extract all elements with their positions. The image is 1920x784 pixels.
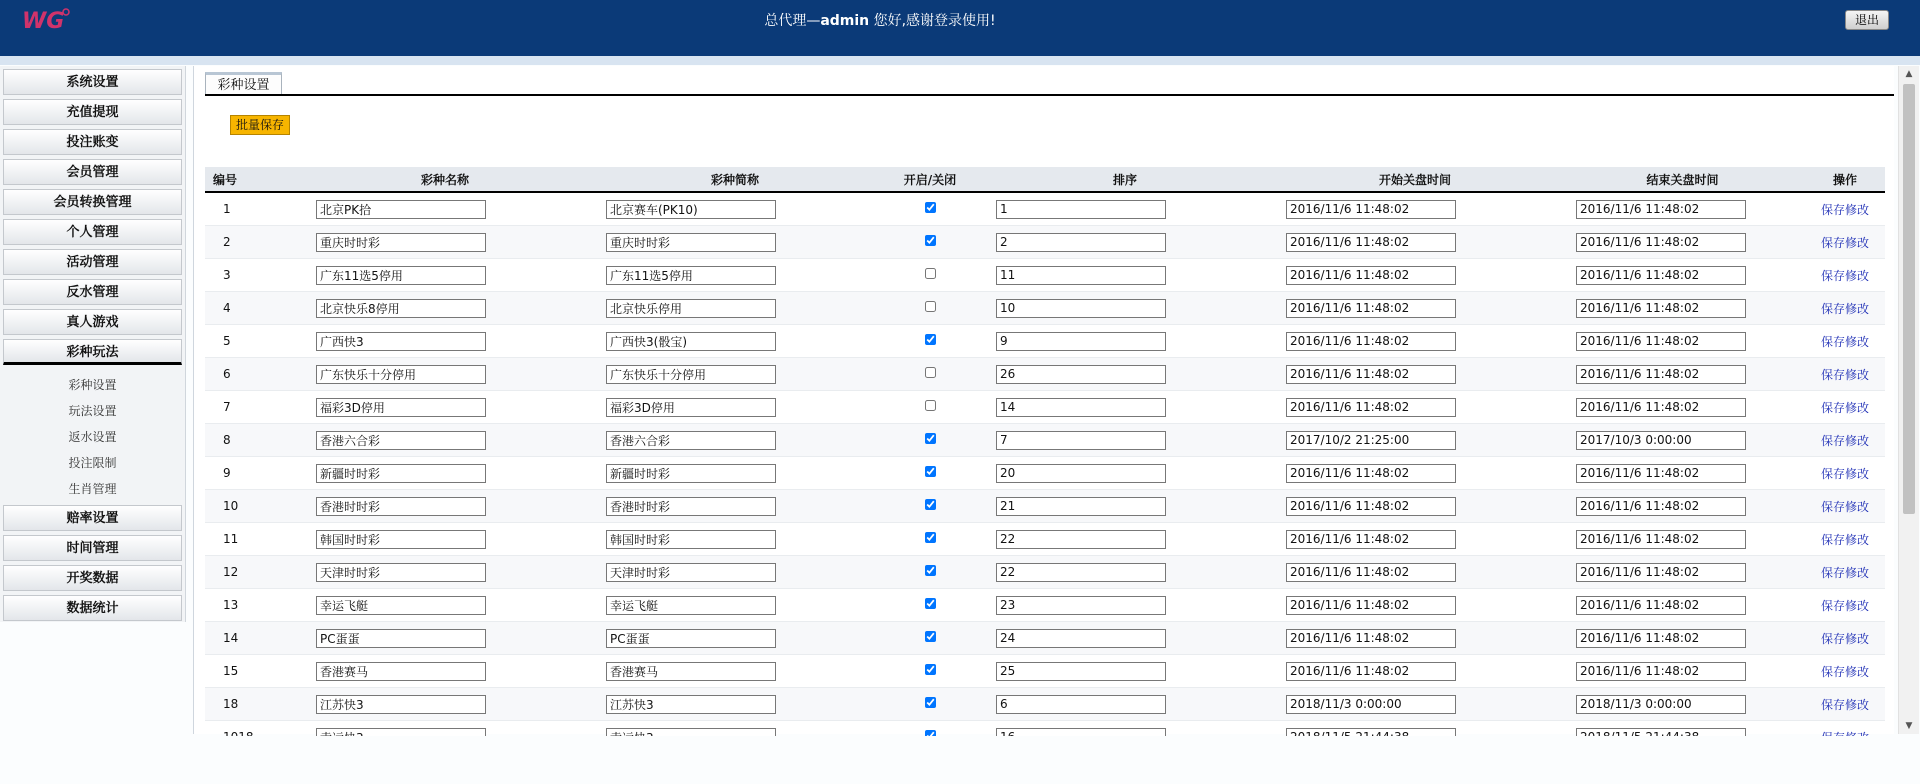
table-cell <box>300 688 590 721</box>
lottery-name-input[interactable] <box>316 398 486 417</box>
save-changes-link[interactable]: 保存修改 <box>1805 457 1885 490</box>
sort-order-input[interactable] <box>996 431 1166 450</box>
table-cell <box>300 523 590 556</box>
row-id: 18 <box>205 688 300 721</box>
lottery-table <box>205 167 1885 754</box>
save-changes-link[interactable]: 保存修改 <box>1805 523 1885 556</box>
row-id: 7 <box>205 391 300 424</box>
sidebar-item[interactable]: 活动管理 <box>3 249 182 275</box>
table-row <box>205 457 1885 490</box>
column-header: 编号 <box>205 167 300 192</box>
save-changes-link[interactable]: 保存修改 <box>1805 490 1885 523</box>
save-changes-link[interactable]: 保存修改 <box>1805 424 1885 457</box>
sort-order-input[interactable] <box>996 629 1166 648</box>
table-cell <box>1560 325 1805 358</box>
sidebar-item[interactable]: 数据统计 <box>3 595 182 621</box>
table-cell <box>980 325 1270 358</box>
sort-order-input[interactable] <box>996 233 1166 252</box>
table-cell <box>980 358 1270 391</box>
end-close-time-input[interactable] <box>1576 299 1746 318</box>
lottery-name-input[interactable] <box>316 332 486 351</box>
save-changes-link[interactable]: 保存修改 <box>1805 292 1885 325</box>
table-header-row <box>205 167 1885 192</box>
end-close-time-input[interactable] <box>1576 233 1746 252</box>
table-cell <box>1560 622 1805 655</box>
start-close-time-input[interactable] <box>1286 596 1456 615</box>
table-cell <box>880 292 980 325</box>
enable-checkbox[interactable] <box>925 367 936 378</box>
table-cell <box>1270 192 1560 226</box>
table-cell <box>1560 358 1805 391</box>
sidebar-item[interactable]: 彩种玩法 <box>3 339 182 365</box>
start-close-time-input[interactable] <box>1286 629 1456 648</box>
column-header: 结束关盘时间 <box>1560 167 1805 192</box>
lottery-name-input[interactable] <box>316 563 486 582</box>
table-cell <box>880 391 980 424</box>
welcome-username: admin <box>820 13 870 29</box>
sidebar-item[interactable]: 系统设置 <box>3 69 182 95</box>
table-row <box>205 622 1885 655</box>
table-row <box>205 523 1885 556</box>
table-cell <box>590 490 880 523</box>
welcome-prefix: 总代理— <box>764 13 821 29</box>
sidebar <box>0 66 186 622</box>
tab-lottery-settings[interactable]: 彩种设置 <box>205 72 282 96</box>
table-cell <box>590 358 880 391</box>
enable-checkbox[interactable] <box>925 268 936 279</box>
lottery-short-name-input[interactable] <box>606 629 776 648</box>
table-cell <box>980 424 1270 457</box>
enable-checkbox[interactable] <box>925 598 936 609</box>
column-header: 开始关盘时间 <box>1270 167 1560 192</box>
lottery-short-name-input[interactable] <box>606 530 776 549</box>
table-cell <box>300 292 590 325</box>
table-cell <box>590 457 880 490</box>
table-cell <box>1270 259 1560 292</box>
sidebar-item[interactable]: 投注账变 <box>3 129 182 155</box>
sidebar-item[interactable]: 个人管理 <box>3 219 182 245</box>
sort-order-input[interactable] <box>996 695 1166 714</box>
column-header: 排序 <box>980 167 1270 192</box>
sidebar-subitem[interactable]: 返水设置 <box>68 430 117 444</box>
save-changes-link[interactable]: 保存修改 <box>1805 688 1885 721</box>
table-cell <box>590 523 880 556</box>
scroll-up-arrow-icon[interactable]: ▲ <box>1905 69 1913 79</box>
row-id: 3 <box>205 259 300 292</box>
table-cell <box>300 358 590 391</box>
end-close-time-input[interactable] <box>1576 332 1746 351</box>
table-cell <box>880 622 980 655</box>
table-cell <box>980 589 1270 622</box>
enable-checkbox[interactable] <box>925 202 936 213</box>
lottery-name-input[interactable] <box>316 662 486 681</box>
start-close-time-input[interactable] <box>1286 233 1456 252</box>
table-row <box>205 325 1885 358</box>
row-id: 4 <box>205 292 300 325</box>
start-close-time-input[interactable] <box>1286 266 1456 285</box>
enable-checkbox[interactable] <box>925 400 936 411</box>
lottery-name-input[interactable] <box>316 431 486 450</box>
row-id: 8 <box>205 424 300 457</box>
enable-checkbox[interactable] <box>925 565 936 576</box>
sidebar-item[interactable]: 会员管理 <box>3 159 182 185</box>
lottery-table-wrapper <box>205 167 1885 754</box>
table-cell <box>880 259 980 292</box>
sidebar-item[interactable]: 时间管理 <box>3 535 182 561</box>
sort-order-input[interactable] <box>996 662 1166 681</box>
table-cell <box>1270 391 1560 424</box>
row-id: 5 <box>205 325 300 358</box>
table-cell <box>1560 424 1805 457</box>
table-row <box>205 226 1885 259</box>
start-close-time-input[interactable] <box>1286 431 1456 450</box>
table-cell <box>1270 325 1560 358</box>
enable-checkbox[interactable] <box>925 301 936 312</box>
table-cell <box>980 655 1270 688</box>
row-id: 15 <box>205 655 300 688</box>
end-close-time-input[interactable] <box>1576 365 1746 384</box>
table-cell <box>1560 457 1805 490</box>
page-bottom <box>0 736 1920 784</box>
table-cell <box>880 424 980 457</box>
save-changes-link[interactable]: 保存修改 <box>1805 259 1885 292</box>
lottery-name-input[interactable] <box>316 200 486 219</box>
row-id: 11 <box>205 523 300 556</box>
table-row <box>205 192 1885 226</box>
table-cell <box>300 325 590 358</box>
save-changes-link[interactable]: 保存修改 <box>1805 192 1885 226</box>
start-close-time-input[interactable] <box>1286 662 1456 681</box>
column-header: 彩种简称 <box>590 167 880 192</box>
table-cell <box>1560 523 1805 556</box>
column-header: 操作 <box>1805 167 1885 192</box>
table-cell <box>1270 292 1560 325</box>
table-cell <box>980 490 1270 523</box>
sort-order-input[interactable] <box>996 464 1166 483</box>
batch-save-button[interactable]: 批量保存 <box>230 115 290 135</box>
table-cell <box>590 391 880 424</box>
table-row <box>205 259 1885 292</box>
save-changes-link[interactable]: 保存修改 <box>1805 358 1885 391</box>
save-changes-link[interactable]: 保存修改 <box>1805 226 1885 259</box>
column-header: 彩种名称 <box>300 167 590 192</box>
vertical-scrollbar[interactable] <box>1898 66 1919 734</box>
row-id: 10 <box>205 490 300 523</box>
table-cell <box>1270 490 1560 523</box>
table-cell <box>1270 556 1560 589</box>
end-close-time-input[interactable] <box>1576 497 1746 516</box>
enable-checkbox[interactable] <box>925 466 936 477</box>
start-close-time-input[interactable] <box>1286 497 1456 516</box>
start-close-time-input[interactable] <box>1286 563 1456 582</box>
enable-checkbox[interactable] <box>925 697 936 708</box>
end-close-time-input[interactable] <box>1576 530 1746 549</box>
column-header: 开启/关闭 <box>880 167 980 192</box>
table-cell <box>1560 589 1805 622</box>
table-row <box>205 391 1885 424</box>
table-cell <box>590 655 880 688</box>
table-row <box>205 424 1885 457</box>
table-cell <box>590 589 880 622</box>
table-cell <box>1560 655 1805 688</box>
lottery-name-input[interactable] <box>316 299 486 318</box>
row-id: 13 <box>205 589 300 622</box>
enable-checkbox[interactable] <box>925 433 936 444</box>
end-close-time-input[interactable] <box>1576 629 1746 648</box>
start-close-time-input[interactable] <box>1286 200 1456 219</box>
svg-text:WG: WG <box>22 9 65 34</box>
table-row <box>205 358 1885 391</box>
start-close-time-input[interactable] <box>1286 398 1456 417</box>
table-cell <box>300 589 590 622</box>
table-cell <box>1270 655 1560 688</box>
table-cell <box>980 391 1270 424</box>
table-cell <box>980 192 1270 226</box>
table-cell <box>1270 424 1560 457</box>
end-close-time-input[interactable] <box>1576 662 1746 681</box>
lottery-name-input[interactable] <box>316 596 486 615</box>
end-close-time-input[interactable] <box>1576 596 1746 615</box>
start-close-time-input[interactable] <box>1286 299 1456 318</box>
table-cell <box>880 589 980 622</box>
end-close-time-input[interactable] <box>1576 200 1746 219</box>
enable-checkbox[interactable] <box>925 664 936 675</box>
row-id: 12 <box>205 556 300 589</box>
row-id: 1 <box>205 192 300 226</box>
lottery-short-name-input[interactable] <box>606 695 776 714</box>
lottery-short-name-input[interactable] <box>606 398 776 417</box>
lottery-name-input[interactable] <box>316 233 486 252</box>
lottery-short-name-input[interactable] <box>606 464 776 483</box>
table-cell <box>1560 192 1805 226</box>
table-cell <box>1560 556 1805 589</box>
sidebar-item[interactable]: 充值提现 <box>3 99 182 125</box>
enable-checkbox[interactable] <box>925 532 936 543</box>
sort-order-input[interactable] <box>996 299 1166 318</box>
table-cell <box>300 655 590 688</box>
table-cell <box>300 226 590 259</box>
save-changes-link[interactable]: 保存修改 <box>1805 622 1885 655</box>
table-row <box>205 556 1885 589</box>
lottery-short-name-input[interactable] <box>606 596 776 615</box>
lottery-name-input[interactable] <box>316 266 486 285</box>
table-cell <box>590 688 880 721</box>
table-cell <box>300 457 590 490</box>
table-cell <box>1270 688 1560 721</box>
table-cell <box>300 424 590 457</box>
table-row <box>205 655 1885 688</box>
table-row <box>205 688 1885 721</box>
sort-order-input[interactable] <box>996 200 1166 219</box>
table-cell <box>590 292 880 325</box>
table-cell <box>590 259 880 292</box>
sidebar-item[interactable]: 真人游戏 <box>3 309 182 335</box>
save-changes-link[interactable]: 保存修改 <box>1805 391 1885 424</box>
sort-order-input[interactable] <box>996 365 1166 384</box>
sidebar-subitem[interactable]: 投注限制 <box>68 456 117 470</box>
sort-order-input[interactable] <box>996 596 1166 615</box>
lottery-name-input[interactable] <box>316 695 486 714</box>
sort-order-input[interactable] <box>996 398 1166 417</box>
table-cell <box>590 622 880 655</box>
table-cell <box>300 259 590 292</box>
lottery-name-input[interactable] <box>316 365 486 384</box>
sidebar-subitem[interactable]: 彩种设置 <box>68 378 117 392</box>
end-close-time-input[interactable] <box>1576 695 1746 714</box>
end-close-time-input[interactable] <box>1576 431 1746 450</box>
end-close-time-input[interactable] <box>1576 266 1746 285</box>
table-cell <box>590 192 880 226</box>
table-cell <box>1270 358 1560 391</box>
table-cell <box>880 688 980 721</box>
row-id: 2 <box>205 226 300 259</box>
tab-underline <box>205 94 1894 96</box>
table-row <box>205 292 1885 325</box>
sort-order-input[interactable] <box>996 563 1166 582</box>
sidebar-item[interactable]: 开奖数据 <box>3 565 182 591</box>
table-cell <box>590 325 880 358</box>
enable-checkbox[interactable] <box>925 334 936 345</box>
lottery-short-name-input[interactable] <box>606 233 776 252</box>
lottery-short-name-input[interactable] <box>606 332 776 351</box>
table-cell <box>880 457 980 490</box>
row-id: 14 <box>205 622 300 655</box>
sort-order-input[interactable] <box>996 530 1166 549</box>
save-changes-link[interactable]: 保存修改 <box>1805 556 1885 589</box>
table-cell <box>880 358 980 391</box>
start-close-time-input[interactable] <box>1286 365 1456 384</box>
table-cell <box>1560 292 1805 325</box>
table-cell <box>880 226 980 259</box>
welcome-suffix: 您好,感谢登录使用! <box>869 13 996 29</box>
lottery-short-name-input[interactable] <box>606 365 776 384</box>
table-cell <box>590 424 880 457</box>
table-cell <box>300 192 590 226</box>
logout-button[interactable]: 退出 <box>1845 10 1889 30</box>
table-cell <box>980 622 1270 655</box>
lottery-short-name-input[interactable] <box>606 563 776 582</box>
start-close-time-input[interactable] <box>1286 530 1456 549</box>
table-cell <box>980 556 1270 589</box>
table-cell <box>880 325 980 358</box>
table-cell <box>590 556 880 589</box>
table-cell <box>300 556 590 589</box>
save-changes-link[interactable]: 保存修改 <box>1805 325 1885 358</box>
table-row <box>205 490 1885 523</box>
lottery-name-input[interactable] <box>316 497 486 516</box>
sort-order-input[interactable] <box>996 266 1166 285</box>
table-cell <box>980 259 1270 292</box>
sidebar-item[interactable]: 赔率设置 <box>3 505 182 531</box>
sort-order-input[interactable] <box>996 332 1166 351</box>
table-cell <box>1560 391 1805 424</box>
table-cell <box>880 655 980 688</box>
end-close-time-input[interactable] <box>1576 563 1746 582</box>
table-cell <box>590 226 880 259</box>
lottery-short-name-input[interactable] <box>606 200 776 219</box>
lottery-short-name-input[interactable] <box>606 299 776 318</box>
table-cell <box>880 192 980 226</box>
scroll-down-arrow-icon[interactable]: ▼ <box>1905 721 1913 731</box>
save-changes-link[interactable]: 保存修改 <box>1805 655 1885 688</box>
end-close-time-input[interactable] <box>1576 464 1746 483</box>
table-cell <box>1560 226 1805 259</box>
save-changes-link[interactable]: 保存修改 <box>1805 589 1885 622</box>
table-cell <box>1560 259 1805 292</box>
header-divider <box>0 56 1920 65</box>
row-id: 6 <box>205 358 300 391</box>
table-cell <box>1270 589 1560 622</box>
table-cell <box>1270 622 1560 655</box>
sidebar-item[interactable]: 反水管理 <box>3 279 182 305</box>
top-header <box>0 0 1920 56</box>
lottery-short-name-input[interactable] <box>606 662 776 681</box>
table-cell <box>980 523 1270 556</box>
sort-order-input[interactable] <box>996 497 1166 516</box>
enable-checkbox[interactable] <box>925 631 936 642</box>
table-cell <box>980 457 1270 490</box>
table-row <box>205 589 1885 622</box>
table-cell <box>1270 523 1560 556</box>
table-cell <box>980 226 1270 259</box>
main-panel <box>193 66 1894 734</box>
table-cell <box>1270 457 1560 490</box>
start-close-time-input[interactable] <box>1286 695 1456 714</box>
table-cell <box>1560 688 1805 721</box>
table-cell <box>300 490 590 523</box>
sidebar-subitem[interactable]: 生肖管理 <box>68 482 117 496</box>
sidebar-item[interactable]: 会员转换管理 <box>3 189 182 215</box>
table-cell <box>980 292 1270 325</box>
scrollbar-thumb[interactable] <box>1903 84 1915 514</box>
lottery-short-name-input[interactable] <box>606 431 776 450</box>
table-cell <box>300 391 590 424</box>
table-cell <box>980 688 1270 721</box>
welcome-message <box>0 10 1760 30</box>
end-close-time-input[interactable] <box>1576 398 1746 417</box>
start-close-time-input[interactable] <box>1286 464 1456 483</box>
row-id: 9 <box>205 457 300 490</box>
sidebar-subitem[interactable]: 玩法设置 <box>68 404 117 418</box>
enable-checkbox[interactable] <box>925 235 936 246</box>
start-close-time-input[interactable] <box>1286 332 1456 351</box>
enable-checkbox[interactable] <box>925 499 936 510</box>
table-cell <box>880 490 980 523</box>
table-cell <box>880 523 980 556</box>
table-cell <box>1270 226 1560 259</box>
lottery-name-input[interactable] <box>316 629 486 648</box>
lottery-name-input[interactable] <box>316 464 486 483</box>
lottery-name-input[interactable] <box>316 530 486 549</box>
table-cell <box>880 556 980 589</box>
table-cell <box>300 622 590 655</box>
lottery-short-name-input[interactable] <box>606 497 776 516</box>
table-cell <box>1560 490 1805 523</box>
lottery-short-name-input[interactable] <box>606 266 776 285</box>
